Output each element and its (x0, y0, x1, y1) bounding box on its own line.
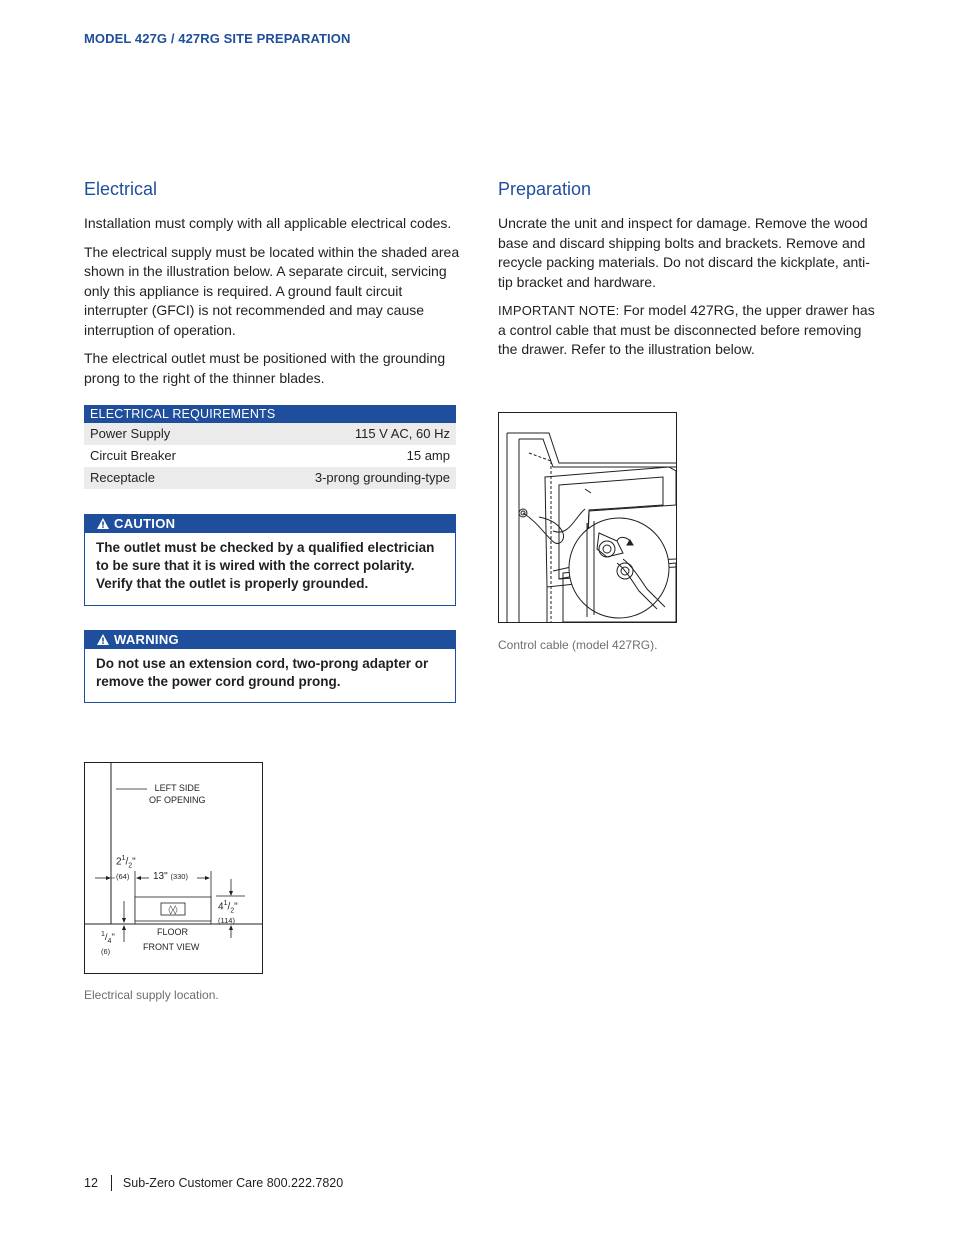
front-view-label: FRONT VIEW (143, 942, 200, 952)
warning-text: Do not use an extension cord, two-prong adapter or remove the power cord ground prong. (96, 656, 429, 689)
dim-side-frac-num: 1 (121, 855, 126, 862)
warning-triangle-icon (97, 518, 109, 529)
dim-height-frac-num: 1 (223, 900, 228, 907)
dim-side-mm: (64) (116, 872, 130, 882)
preparation-heading: Preparation (498, 179, 592, 199)
row-label: Receptacle (90, 470, 156, 485)
dim-width-inches: 13" (153, 871, 168, 882)
page-footer (84, 1175, 343, 1191)
electrical-paragraph-3: The electrical outlet must be positioned with the grounding prong to the right of the thinner blades. (84, 350, 446, 386)
running-header: MODEL 427G / 427RG SITE PREPARATION (84, 31, 351, 46)
svg-text:◊◊: ◊◊ (168, 905, 178, 916)
dim-floor-num: 1 (101, 931, 105, 938)
control-cable-illustration (498, 412, 677, 623)
warning-triangle-icon (97, 634, 109, 645)
floor-label: FLOOR (157, 927, 189, 937)
dim-height-mm: (114) (218, 916, 235, 926)
left-side-label-line1: LEFT SIDE (154, 783, 200, 793)
page-number: 12 (84, 1176, 98, 1190)
caution-header (85, 515, 455, 533)
dim-side-frac-den: 2 (128, 862, 133, 870)
dim-floor-den: 4 (107, 938, 112, 946)
control-cable-drawing (499, 413, 676, 622)
caution-text: The outlet must be checked by a qualified electrician to be sure that it is wired with the correct polarity. Verify that the outlet is properly grounded. (96, 540, 435, 591)
electrical-requirements-table (84, 405, 456, 489)
dim-side-whole: 2 (116, 856, 122, 868)
row-value: 15 amp (406, 448, 450, 463)
footer-contact: Sub-Zero Customer Care 800.222.7820 (122, 1176, 344, 1190)
preparation-paragraph-1: Uncrate the unit and inspect for damage. Remove the wood base and discard shipping bolts and brackets. Remove and recycle packing materials. Do not discard the kickplate, anti-tip bracket and hardware. (498, 215, 870, 290)
table-row (84, 445, 456, 467)
caution-box (84, 514, 456, 606)
electrical-supply-diagram (84, 762, 263, 974)
dim-side-offset: $2^1/_2$" (64) (116, 855, 136, 882)
dim-height-whole: 4 (218, 901, 224, 913)
dim-height: $4^1/_2$" (114) (218, 900, 238, 926)
table-row (84, 423, 456, 445)
important-note-text: For model 427RG, the upper drawer has a control cable that must be disconnected before removing the drawer. Refer to the illustration below. (498, 302, 875, 357)
caution-title: CAUTION (114, 516, 176, 531)
table-row (84, 467, 456, 489)
dim-floor: $^1/_4$" (6) (101, 931, 115, 957)
diagram-caption: Electrical supply location. (84, 988, 219, 1002)
left-side-label (149, 782, 206, 806)
preparation-important-note (498, 301, 882, 360)
row-label: Circuit Breaker (90, 448, 176, 463)
electrical-paragraph-1: Installation must comply with all applicable electrical codes. (84, 215, 452, 231)
warning-header (85, 631, 455, 649)
control-cable-caption: Control cable (model 427RG). (498, 638, 658, 652)
preparation-body (498, 214, 882, 369)
dim-width-mm: (330) (170, 872, 188, 881)
warning-box (84, 630, 456, 703)
warning-title: WARNING (114, 632, 179, 647)
important-note-label: IMPORTANT NOTE: (498, 303, 620, 318)
row-value: 115 V AC, 60 Hz (354, 426, 450, 441)
electrical-body (84, 214, 464, 397)
table-header: ELECTRICAL REQUIREMENTS (84, 405, 456, 423)
row-value: 3-prong grounding-type (314, 470, 450, 485)
dim-width (153, 871, 188, 882)
footer-divider (111, 1175, 112, 1191)
electrical-paragraph-2: The electrical supply must be located within the shaded area shown in the illustration below. A separate circuit, servicing only this appliance is required. A ground fault circuit interrupter (GFCI) is not recommended and may cause interruption of operation. (84, 243, 460, 338)
electrical-heading: Electrical (84, 179, 158, 199)
left-side-label-line2: OF OPENING (149, 795, 206, 805)
row-label: Power Supply (90, 426, 171, 441)
dim-floor-mm: (6) (101, 947, 111, 957)
dim-height-frac-den: 2 (230, 907, 235, 915)
